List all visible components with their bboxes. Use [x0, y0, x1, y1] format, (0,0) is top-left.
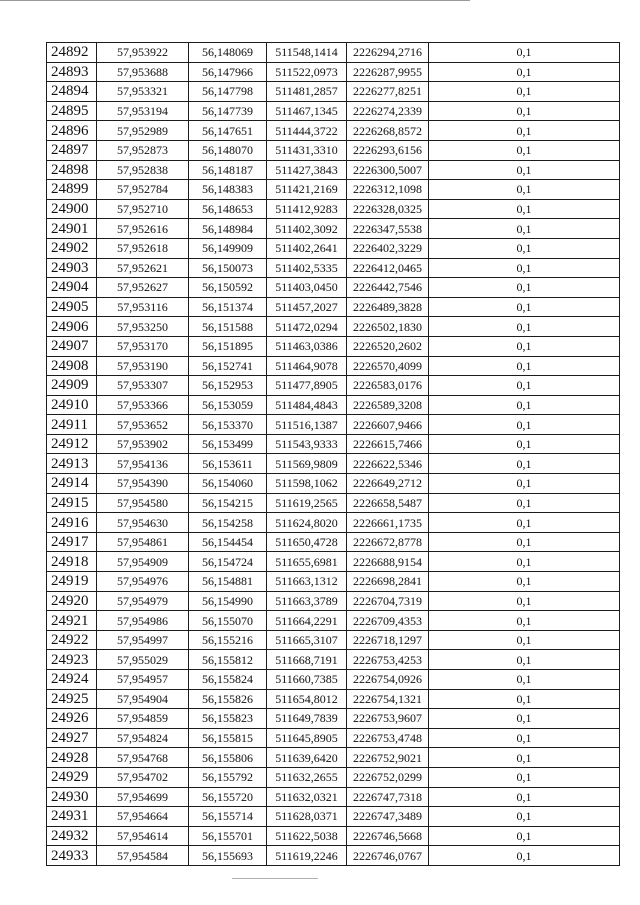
x-coordinate-cell: 511516,1387 [267, 415, 347, 435]
tolerance-cell: 0,1 [429, 572, 620, 592]
tolerance-cell: 0,1 [429, 376, 620, 396]
tolerance-cell: 0,1 [429, 591, 620, 611]
latitude-cell: 57,954614 [97, 826, 189, 846]
y-coordinate-cell: 2226709,4353 [347, 611, 429, 631]
table-row [47, 630, 620, 650]
point-number-cell: 24917 [47, 532, 97, 552]
table-row [47, 238, 620, 258]
coordinates-table [46, 42, 620, 866]
point-number-cell: 24932 [47, 826, 97, 846]
y-coordinate-cell: 2226622,5346 [347, 454, 429, 474]
x-coordinate-cell: 511427,3843 [267, 160, 347, 180]
y-coordinate-cell: 2226274,2339 [347, 101, 429, 121]
tolerance-cell: 0,1 [429, 317, 620, 337]
latitude-cell: 57,953194 [97, 101, 189, 121]
y-coordinate-cell: 2226704,7319 [347, 591, 429, 611]
page-bottom-rule [232, 878, 318, 879]
longitude-cell: 56,154724 [189, 552, 267, 572]
tolerance-cell: 0,1 [429, 415, 620, 435]
table-row [47, 199, 620, 219]
table-row [47, 336, 620, 356]
tolerance-cell: 0,1 [429, 787, 620, 807]
point-number-cell: 24931 [47, 807, 97, 827]
point-number-cell: 24898 [47, 160, 97, 180]
table-row [47, 552, 620, 572]
table-row [47, 493, 620, 513]
x-coordinate-cell: 511619,2246 [267, 846, 347, 866]
y-coordinate-cell: 2226520,2602 [347, 336, 429, 356]
latitude-cell: 57,952621 [97, 258, 189, 278]
latitude-cell: 57,953250 [97, 317, 189, 337]
latitude-cell: 57,954768 [97, 748, 189, 768]
longitude-cell: 56,155815 [189, 728, 267, 748]
x-coordinate-cell: 511402,2641 [267, 238, 347, 258]
longitude-cell: 56,152953 [189, 376, 267, 396]
latitude-cell: 57,953321 [97, 82, 189, 102]
longitude-cell: 56,151374 [189, 297, 267, 317]
x-coordinate-cell: 511639,6420 [267, 748, 347, 768]
latitude-cell: 57,953922 [97, 43, 189, 63]
y-coordinate-cell: 2226747,3489 [347, 807, 429, 827]
table-row [47, 728, 620, 748]
tolerance-cell: 0,1 [429, 650, 620, 670]
tolerance-cell: 0,1 [429, 493, 620, 513]
point-number-cell: 24903 [47, 258, 97, 278]
longitude-cell: 56,148187 [189, 160, 267, 180]
x-coordinate-cell: 511655,6981 [267, 552, 347, 572]
longitude-cell: 56,150592 [189, 278, 267, 298]
y-coordinate-cell: 2226268,8572 [347, 121, 429, 141]
latitude-cell: 57,952616 [97, 219, 189, 239]
tolerance-cell: 0,1 [429, 160, 620, 180]
point-number-cell: 24895 [47, 101, 97, 121]
x-coordinate-cell: 511650,4728 [267, 532, 347, 552]
table-row [47, 454, 620, 474]
latitude-cell: 57,953190 [97, 356, 189, 376]
table-row [47, 513, 620, 533]
x-coordinate-cell: 511668,7191 [267, 650, 347, 670]
latitude-cell: 57,953366 [97, 395, 189, 415]
tolerance-cell: 0,1 [429, 709, 620, 729]
latitude-cell: 57,953307 [97, 376, 189, 396]
tolerance-cell: 0,1 [429, 278, 620, 298]
point-number-cell: 24912 [47, 434, 97, 454]
point-number-cell: 24897 [47, 140, 97, 160]
table-row [47, 160, 620, 180]
tolerance-cell: 0,1 [429, 43, 620, 63]
tolerance-cell: 0,1 [429, 199, 620, 219]
point-number-cell: 24924 [47, 670, 97, 690]
tolerance-cell: 0,1 [429, 630, 620, 650]
tolerance-cell: 0,1 [429, 846, 620, 866]
y-coordinate-cell: 2226589,3208 [347, 395, 429, 415]
y-coordinate-cell: 2226747,7318 [347, 787, 429, 807]
y-coordinate-cell: 2226489,3828 [347, 297, 429, 317]
longitude-cell: 56,154990 [189, 591, 267, 611]
latitude-cell: 57,953902 [97, 434, 189, 454]
latitude-cell: 57,954861 [97, 532, 189, 552]
x-coordinate-cell: 511457,2027 [267, 297, 347, 317]
point-number-cell: 24906 [47, 317, 97, 337]
table-row [47, 395, 620, 415]
longitude-cell: 56,147798 [189, 82, 267, 102]
table-row [47, 807, 620, 827]
point-number-cell: 24894 [47, 82, 97, 102]
latitude-cell: 57,954136 [97, 454, 189, 474]
table-row [47, 650, 620, 670]
point-number-cell: 24933 [47, 846, 97, 866]
latitude-cell: 57,952838 [97, 160, 189, 180]
point-number-cell: 24904 [47, 278, 97, 298]
latitude-cell: 57,954580 [97, 493, 189, 513]
y-coordinate-cell: 2226753,4253 [347, 650, 429, 670]
tolerance-cell: 0,1 [429, 611, 620, 631]
table-row [47, 258, 620, 278]
y-coordinate-cell: 2226293,6156 [347, 140, 429, 160]
table-row [47, 611, 620, 631]
x-coordinate-cell: 511522,0973 [267, 62, 347, 82]
y-coordinate-cell: 2226658,5487 [347, 493, 429, 513]
tolerance-cell: 0,1 [429, 395, 620, 415]
x-coordinate-cell: 511598,1062 [267, 474, 347, 494]
x-coordinate-cell: 511665,3107 [267, 630, 347, 650]
latitude-cell: 57,954699 [97, 787, 189, 807]
table-row [47, 62, 620, 82]
tolerance-cell: 0,1 [429, 140, 620, 160]
tolerance-cell: 0,1 [429, 807, 620, 827]
y-coordinate-cell: 2226754,0926 [347, 670, 429, 690]
x-coordinate-cell: 511624,8020 [267, 513, 347, 533]
longitude-cell: 56,155216 [189, 630, 267, 650]
x-coordinate-cell: 511463,0386 [267, 336, 347, 356]
longitude-cell: 56,154215 [189, 493, 267, 513]
latitude-cell: 57,952873 [97, 140, 189, 160]
y-coordinate-cell: 2226347,5538 [347, 219, 429, 239]
longitude-cell: 56,148070 [189, 140, 267, 160]
y-coordinate-cell: 2226746,5668 [347, 826, 429, 846]
y-coordinate-cell: 2226746,0767 [347, 846, 429, 866]
table-row [47, 297, 620, 317]
longitude-cell: 56,148383 [189, 180, 267, 200]
tolerance-cell: 0,1 [429, 258, 620, 278]
y-coordinate-cell: 2226615,7466 [347, 434, 429, 454]
table-row [47, 591, 620, 611]
tolerance-cell: 0,1 [429, 101, 620, 121]
y-coordinate-cell: 2226688,9154 [347, 552, 429, 572]
x-coordinate-cell: 511664,2291 [267, 611, 347, 631]
point-number-cell: 24926 [47, 709, 97, 729]
table-row [47, 219, 620, 239]
tolerance-cell: 0,1 [429, 238, 620, 258]
longitude-cell: 56,152741 [189, 356, 267, 376]
latitude-cell: 57,954979 [97, 591, 189, 611]
longitude-cell: 56,155070 [189, 611, 267, 631]
longitude-cell: 56,155720 [189, 787, 267, 807]
latitude-cell: 57,954909 [97, 552, 189, 572]
latitude-cell: 57,954702 [97, 767, 189, 787]
tolerance-cell: 0,1 [429, 336, 620, 356]
table-row [47, 846, 620, 866]
table-row [47, 709, 620, 729]
latitude-cell: 57,954904 [97, 689, 189, 709]
latitude-cell: 57,954390 [97, 474, 189, 494]
longitude-cell: 56,153370 [189, 415, 267, 435]
x-coordinate-cell: 511649,7839 [267, 709, 347, 729]
table-row [47, 670, 620, 690]
x-coordinate-cell: 511421,2169 [267, 180, 347, 200]
x-coordinate-cell: 511431,3310 [267, 140, 347, 160]
x-coordinate-cell: 511654,8012 [267, 689, 347, 709]
latitude-cell: 57,952710 [97, 199, 189, 219]
y-coordinate-cell: 2226649,2712 [347, 474, 429, 494]
tolerance-cell: 0,1 [429, 297, 620, 317]
point-number-cell: 24905 [47, 297, 97, 317]
latitude-cell: 57,955029 [97, 650, 189, 670]
tolerance-cell: 0,1 [429, 826, 620, 846]
tolerance-cell: 0,1 [429, 552, 620, 572]
y-coordinate-cell: 2226752,0299 [347, 767, 429, 787]
table-row [47, 434, 620, 454]
x-coordinate-cell: 511622,5038 [267, 826, 347, 846]
table-row [47, 415, 620, 435]
point-number-cell: 24907 [47, 336, 97, 356]
tolerance-cell: 0,1 [429, 62, 620, 82]
tolerance-cell: 0,1 [429, 219, 620, 239]
y-coordinate-cell: 2226570,4099 [347, 356, 429, 376]
latitude-cell: 57,953170 [97, 336, 189, 356]
x-coordinate-cell: 511402,3092 [267, 219, 347, 239]
table-row [47, 532, 620, 552]
longitude-cell: 56,148653 [189, 199, 267, 219]
tolerance-cell: 0,1 [429, 180, 620, 200]
latitude-cell: 57,952627 [97, 278, 189, 298]
point-number-cell: 24923 [47, 650, 97, 670]
x-coordinate-cell: 511444,3722 [267, 121, 347, 141]
latitude-cell: 57,954957 [97, 670, 189, 690]
y-coordinate-cell: 2226412,0465 [347, 258, 429, 278]
x-coordinate-cell: 511628,0371 [267, 807, 347, 827]
longitude-cell: 56,150073 [189, 258, 267, 278]
tolerance-cell: 0,1 [429, 670, 620, 690]
point-number-cell: 24908 [47, 356, 97, 376]
x-coordinate-cell: 511632,2655 [267, 767, 347, 787]
tolerance-cell: 0,1 [429, 532, 620, 552]
point-number-cell: 24892 [47, 43, 97, 63]
tolerance-cell: 0,1 [429, 434, 620, 454]
y-coordinate-cell: 2226300,5007 [347, 160, 429, 180]
y-coordinate-cell: 2226277,8251 [347, 82, 429, 102]
tolerance-cell: 0,1 [429, 748, 620, 768]
longitude-cell: 56,153611 [189, 454, 267, 474]
table-row [47, 689, 620, 709]
point-number-cell: 24900 [47, 199, 97, 219]
point-number-cell: 24893 [47, 62, 97, 82]
table-row [47, 787, 620, 807]
longitude-cell: 56,155823 [189, 709, 267, 729]
y-coordinate-cell: 2226294,2716 [347, 43, 429, 63]
tolerance-cell: 0,1 [429, 689, 620, 709]
table-row [47, 82, 620, 102]
x-coordinate-cell: 511569,9809 [267, 454, 347, 474]
table-row [47, 101, 620, 121]
point-number-cell: 24899 [47, 180, 97, 200]
tolerance-cell: 0,1 [429, 454, 620, 474]
x-coordinate-cell: 511484,4843 [267, 395, 347, 415]
y-coordinate-cell: 2226502,1830 [347, 317, 429, 337]
longitude-cell: 56,155826 [189, 689, 267, 709]
table-row [47, 180, 620, 200]
x-coordinate-cell: 511543,9333 [267, 434, 347, 454]
tolerance-cell: 0,1 [429, 356, 620, 376]
point-number-cell: 24909 [47, 376, 97, 396]
longitude-cell: 56,155812 [189, 650, 267, 670]
x-coordinate-cell: 511632,0321 [267, 787, 347, 807]
y-coordinate-cell: 2226698,2841 [347, 572, 429, 592]
point-number-cell: 24915 [47, 493, 97, 513]
x-coordinate-cell: 511660,7385 [267, 670, 347, 690]
table-row [47, 376, 620, 396]
y-coordinate-cell: 2226718,1297 [347, 630, 429, 650]
longitude-cell: 56,154060 [189, 474, 267, 494]
latitude-cell: 57,953116 [97, 297, 189, 317]
y-coordinate-cell: 2226753,9607 [347, 709, 429, 729]
x-coordinate-cell: 511481,2857 [267, 82, 347, 102]
y-coordinate-cell: 2226583,0176 [347, 376, 429, 396]
tolerance-cell: 0,1 [429, 82, 620, 102]
y-coordinate-cell: 2226672,8778 [347, 532, 429, 552]
table-row [47, 572, 620, 592]
longitude-cell: 56,153059 [189, 395, 267, 415]
y-coordinate-cell: 2226402,3229 [347, 238, 429, 258]
point-number-cell: 24911 [47, 415, 97, 435]
tolerance-cell: 0,1 [429, 767, 620, 787]
page-top-rule [0, 0, 470, 1]
longitude-cell: 56,151588 [189, 317, 267, 337]
x-coordinate-cell: 511645,8905 [267, 728, 347, 748]
y-coordinate-cell: 2226661,1735 [347, 513, 429, 533]
point-number-cell: 24921 [47, 611, 97, 631]
point-number-cell: 24920 [47, 591, 97, 611]
table-row [47, 356, 620, 376]
longitude-cell: 56,154454 [189, 532, 267, 552]
longitude-cell: 56,154258 [189, 513, 267, 533]
y-coordinate-cell: 2226753,4748 [347, 728, 429, 748]
latitude-cell: 57,953652 [97, 415, 189, 435]
point-number-cell: 24896 [47, 121, 97, 141]
x-coordinate-cell: 511663,3789 [267, 591, 347, 611]
longitude-cell: 56,154881 [189, 572, 267, 592]
point-number-cell: 24914 [47, 474, 97, 494]
y-coordinate-cell: 2226287,9955 [347, 62, 429, 82]
longitude-cell: 56,155806 [189, 748, 267, 768]
longitude-cell: 56,155693 [189, 846, 267, 866]
latitude-cell: 57,952784 [97, 180, 189, 200]
point-number-cell: 24919 [47, 572, 97, 592]
point-number-cell: 24925 [47, 689, 97, 709]
table-row [47, 826, 620, 846]
x-coordinate-cell: 511472,0294 [267, 317, 347, 337]
latitude-cell: 57,953688 [97, 62, 189, 82]
tolerance-cell: 0,1 [429, 513, 620, 533]
table-row [47, 43, 620, 63]
point-number-cell: 24930 [47, 787, 97, 807]
longitude-cell: 56,147966 [189, 62, 267, 82]
x-coordinate-cell: 511412,9283 [267, 199, 347, 219]
longitude-cell: 56,153499 [189, 434, 267, 454]
point-number-cell: 24929 [47, 767, 97, 787]
tolerance-cell: 0,1 [429, 474, 620, 494]
table-row [47, 474, 620, 494]
latitude-cell: 57,954986 [97, 611, 189, 631]
longitude-cell: 56,149909 [189, 238, 267, 258]
longitude-cell: 56,148069 [189, 43, 267, 63]
x-coordinate-cell: 511403,0450 [267, 278, 347, 298]
longitude-cell: 56,147739 [189, 101, 267, 121]
y-coordinate-cell: 2226312,1098 [347, 180, 429, 200]
point-number-cell: 24910 [47, 395, 97, 415]
longitude-cell: 56,155792 [189, 767, 267, 787]
point-number-cell: 24901 [47, 219, 97, 239]
point-number-cell: 24918 [47, 552, 97, 572]
latitude-cell: 57,954824 [97, 728, 189, 748]
latitude-cell: 57,954664 [97, 807, 189, 827]
latitude-cell: 57,952618 [97, 238, 189, 258]
latitude-cell: 57,954584 [97, 846, 189, 866]
x-coordinate-cell: 511467,1345 [267, 101, 347, 121]
coordinates-table-body [47, 43, 620, 866]
y-coordinate-cell: 2226328,0325 [347, 199, 429, 219]
tolerance-cell: 0,1 [429, 121, 620, 141]
point-number-cell: 24928 [47, 748, 97, 768]
table-row [47, 748, 620, 768]
latitude-cell: 57,954630 [97, 513, 189, 533]
table-row [47, 140, 620, 160]
longitude-cell: 56,151895 [189, 336, 267, 356]
latitude-cell: 57,954997 [97, 630, 189, 650]
y-coordinate-cell: 2226607,9466 [347, 415, 429, 435]
point-number-cell: 24916 [47, 513, 97, 533]
table-row [47, 767, 620, 787]
x-coordinate-cell: 511663,1312 [267, 572, 347, 592]
y-coordinate-cell: 2226442,7546 [347, 278, 429, 298]
table-row [47, 121, 620, 141]
y-coordinate-cell: 2226752,9021 [347, 748, 429, 768]
longitude-cell: 56,147651 [189, 121, 267, 141]
x-coordinate-cell: 511402,5335 [267, 258, 347, 278]
tolerance-cell: 0,1 [429, 728, 620, 748]
table-row [47, 317, 620, 337]
point-number-cell: 24913 [47, 454, 97, 474]
longitude-cell: 56,148984 [189, 219, 267, 239]
longitude-cell: 56,155701 [189, 826, 267, 846]
point-number-cell: 24902 [47, 238, 97, 258]
table-row [47, 278, 620, 298]
x-coordinate-cell: 511619,2565 [267, 493, 347, 513]
x-coordinate-cell: 511548,1414 [267, 43, 347, 63]
longitude-cell: 56,155714 [189, 807, 267, 827]
latitude-cell: 57,954976 [97, 572, 189, 592]
x-coordinate-cell: 511464,9078 [267, 356, 347, 376]
latitude-cell: 57,952989 [97, 121, 189, 141]
latitude-cell: 57,954859 [97, 709, 189, 729]
point-number-cell: 24922 [47, 630, 97, 650]
longitude-cell: 56,155824 [189, 670, 267, 690]
x-coordinate-cell: 511477,8905 [267, 376, 347, 396]
point-number-cell: 24927 [47, 728, 97, 748]
y-coordinate-cell: 2226754,1321 [347, 689, 429, 709]
